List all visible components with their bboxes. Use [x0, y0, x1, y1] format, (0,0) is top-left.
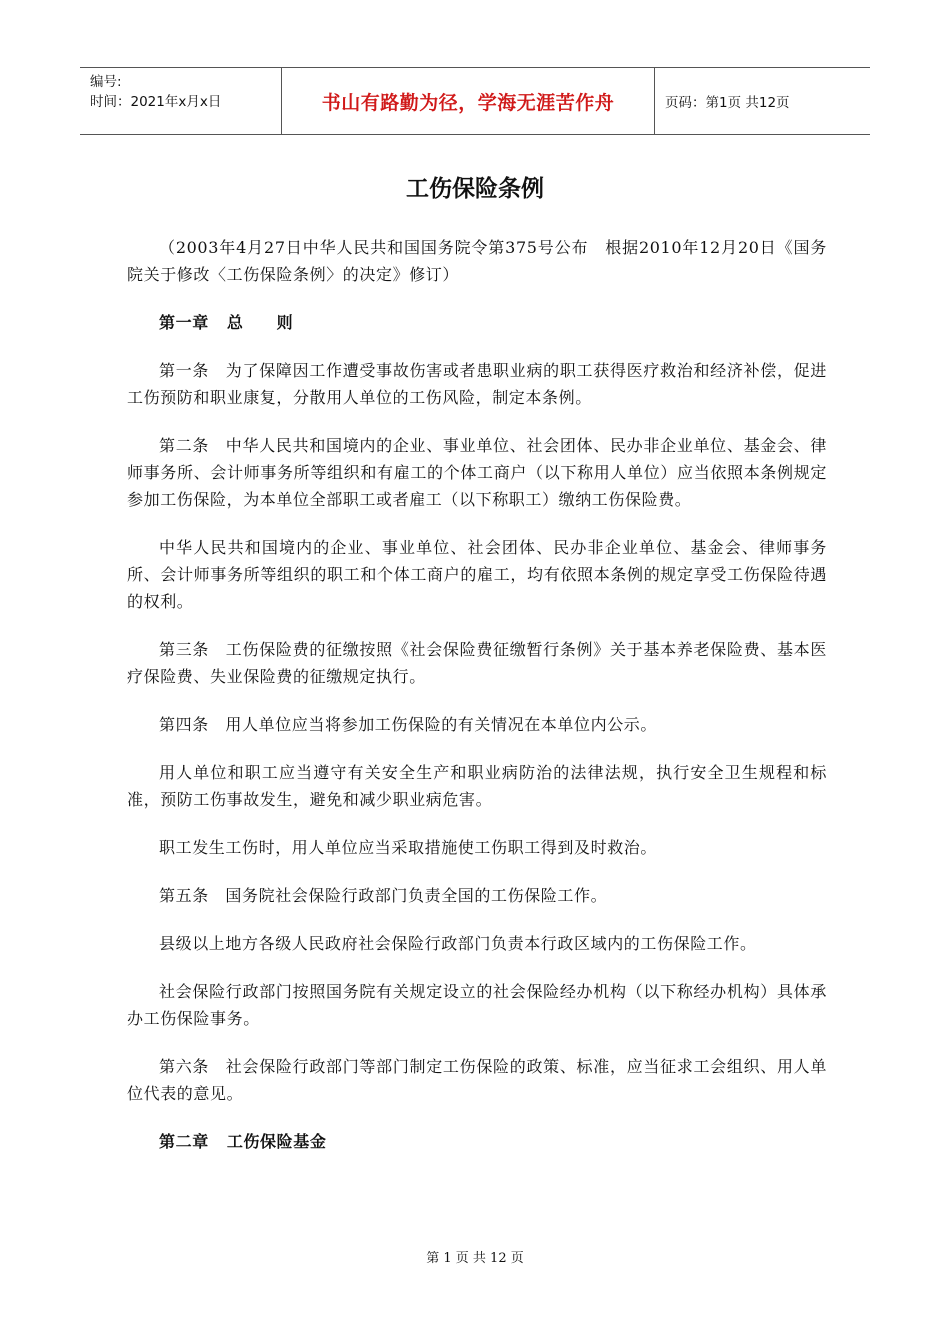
chapter-number: 第一章 — [159, 313, 209, 332]
chapter-heading — [127, 309, 827, 336]
chapter-number: 第二章 — [159, 1132, 209, 1151]
article-paragraph: 第三条 工伤保险费的征缴按照《社会保险费征缴暂行条例》关于基本养老保险费、基本医疗保险费、失业保险费的征缴规定执行。 — [127, 640, 827, 686]
article-paragraph: 第四条 用人单位应当将参加工伤保险的有关情况在本单位内公示。 — [159, 715, 658, 734]
article-paragraph: 县级以上地方各级人民政府社会保险行政部门负责本行政区域内的工伤保险工作。 — [159, 934, 757, 953]
document-title: 工伤保险条例 — [406, 175, 544, 202]
article-paragraph: 社会保险行政部门按照国务院有关规定设立的社会保险经办机构（以下称经办机构）具体承办工伤保险事务。 — [127, 982, 827, 1028]
article-paragraph: 第二条 中华人民共和国境内的企业、事业单位、社会团体、民办非企业单位、基金会、律师事务所、会计师事务所等组织和有雇工的个体工商户（以下称用人单位）应当依照本条例规定参加工伤保险，为本单位全部职工或者雇工（以下称职工）缴纳工伤保险费。 — [127, 436, 827, 509]
time-label: 时间：2021年x月x日 — [90, 94, 222, 110]
chapter-heading — [127, 1128, 827, 1155]
page-footer: 第 1 页 共 12 页 — [426, 1251, 524, 1266]
header-motto: 书山有路勤为径，学海无涯苦作舟 — [281, 68, 655, 134]
header-meta — [80, 68, 281, 134]
article-paragraph: 职工发生工伤时，用人单位应当采取措施使工伤职工得到及时救治。 — [159, 838, 658, 857]
chapter-name: 工伤保险基金 — [226, 1132, 327, 1151]
article-paragraph: 第一条 为了保障因工作遭受事故伤害或者患职业病的职工获得医疗救治和经济补偿，促进工伤预防和职业康复，分散用人单位的工伤风险，制定本条例。 — [127, 361, 827, 407]
number-label: 编号: — [90, 74, 122, 90]
article-paragraph: 用人单位和职工应当遵守有关安全生产和职业病防治的法律法规，执行安全卫生规程和标准，预防工伤事故发生，避免和减少职业病危害。 — [127, 763, 827, 809]
document-header — [80, 67, 870, 135]
chapter-name: 总 则 — [226, 313, 294, 332]
article-paragraph: 中华人民共和国境内的企业、事业单位、社会团体、民办非企业单位、基金会、律师事务所、会计师事务所等组织的职工和个体工商户的雇工，均有依照本条例的规定享受工伤保险待遇的权利。 — [127, 538, 827, 611]
header-page-info: 页码：第1页 共12页 — [665, 95, 790, 111]
article-paragraph: 第六条 社会保险行政部门等部门制定工伤保险的政策、标准，应当征求工会组织、用人单位代表的意见。 — [127, 1057, 827, 1103]
preamble: （2003年4月27日中华人民共和国国务院令第375号公布 根据2010年12月20日《国务院关于修改〈工伤保险条例〉的决定》修订） — [127, 238, 827, 284]
document-body — [127, 234, 827, 1176]
article-paragraph: 第五条 国务院社会保险行政部门负责全国的工伤保险工作。 — [159, 886, 608, 905]
